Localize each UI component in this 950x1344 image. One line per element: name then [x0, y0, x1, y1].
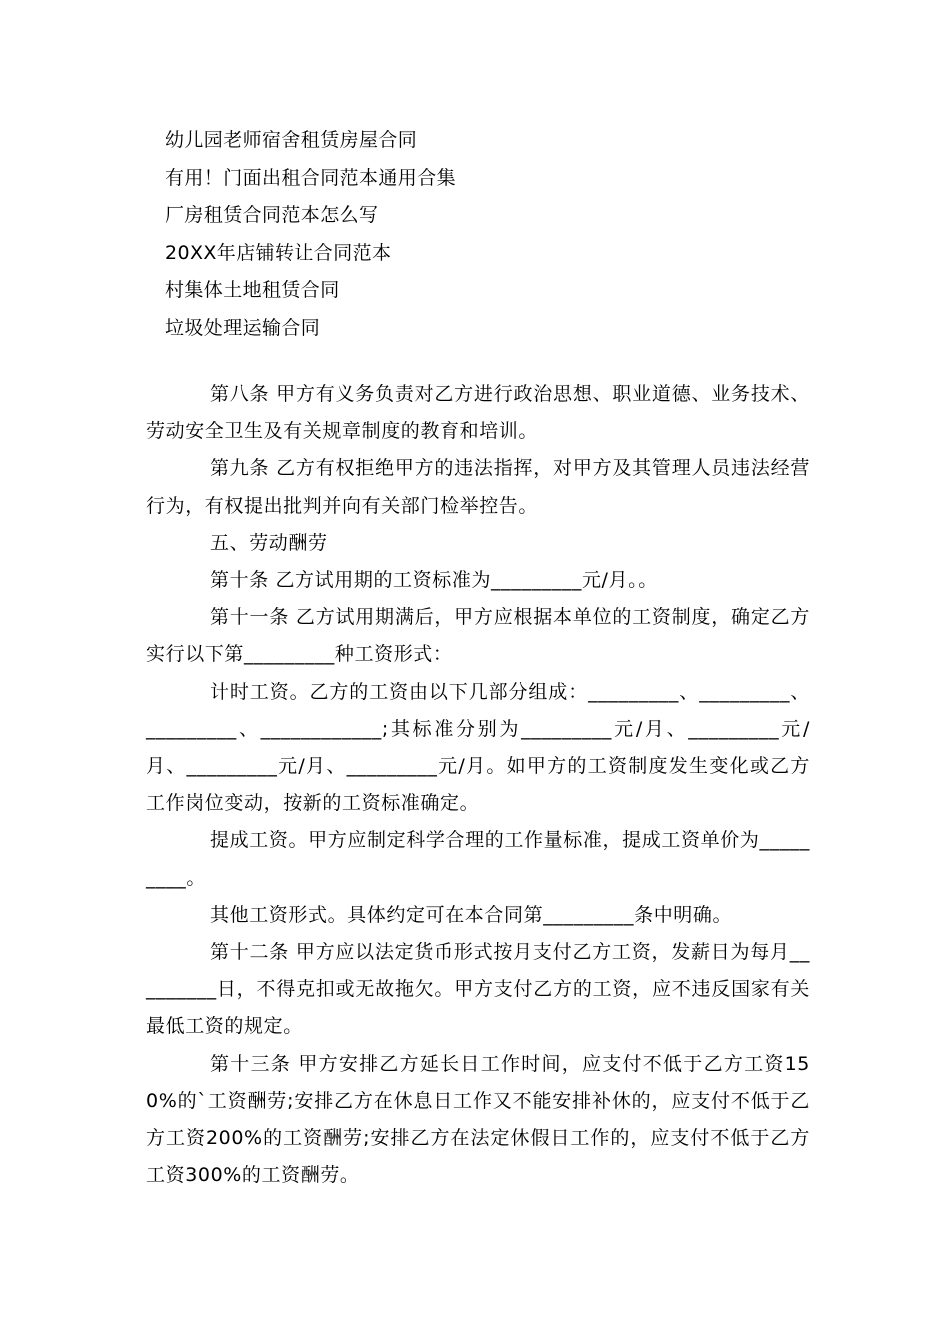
- related-link-4[interactable]: 20XX年店铺转让合同范本: [165, 241, 392, 264]
- related-link-5[interactable]: 村集体土地租赁合同: [165, 279, 340, 301]
- article-13: 第十三条 甲方安排乙方延长日工作时间，应支付不低于乙方工资150%的`工资酬劳;安排乙方在休息日工作又不能安排补休的，应支付不低于乙方工资200%的工资酬劳;安排乙方在法定休假日工作的，应支付不低于乙方工资300%的工资酬劳。: [146, 1052, 810, 1187]
- article-10: 第十条 乙方试用期的工资标准为_________元/月。。: [210, 569, 658, 592]
- related-link-3[interactable]: 厂房租赁合同范本怎么写: [165, 204, 379, 226]
- other-wage-clause: 其他工资形式。具体约定可在本合同第_________条中明确。: [210, 903, 733, 926]
- time-based-wage-clause: 计时工资。乙方的工资由以下几部分组成：_________、_________、_________、____________;其标准分别为_________元/月、_________元/月、_________元/月、_________元/月。如甲方的工资制度发生变化或乙方工作岗位变动，按新的工资标准确定。: [146, 680, 810, 815]
- article-9: 第九条 乙方有权拒绝甲方的违法指挥，对甲方及其管理人员违法经营行为，有权提出批判并向有关部门检举控告。: [146, 457, 810, 517]
- article-12: 第十二条 甲方应以法定货币形式按月支付乙方工资，发薪日为每月_________日，不得克扣或无故拖欠。甲方支付乙方的工资，应不违反国家有关最低工资的规定。: [146, 941, 810, 1038]
- article-11: 第十一条 乙方试用期满后，甲方应根据本单位的工资制度，确定乙方实行以下第_________种工资形式：: [146, 606, 810, 666]
- article-8: 第八条 甲方有义务负责对乙方进行政治思想、职业道德、业务技术、劳动安全卫生及有关规章制度的教育和培训。: [146, 383, 810, 443]
- contract-body: [146, 376, 810, 1194]
- related-link-6[interactable]: 垃圾处理运输合同: [165, 316, 321, 339]
- related-links-list: [165, 122, 805, 347]
- section-heading-compensation: 五、劳动酬劳: [210, 531, 328, 554]
- related-link-1[interactable]: 幼儿园老师宿舍租赁房屋合同: [165, 129, 418, 151]
- commission-wage-clause: 提成工资。甲方应制定科学合理的工作量标准，提成工资单价为_________。: [146, 829, 810, 889]
- related-link-2[interactable]: 有用！门面出租合同范本通用合集: [165, 166, 457, 189]
